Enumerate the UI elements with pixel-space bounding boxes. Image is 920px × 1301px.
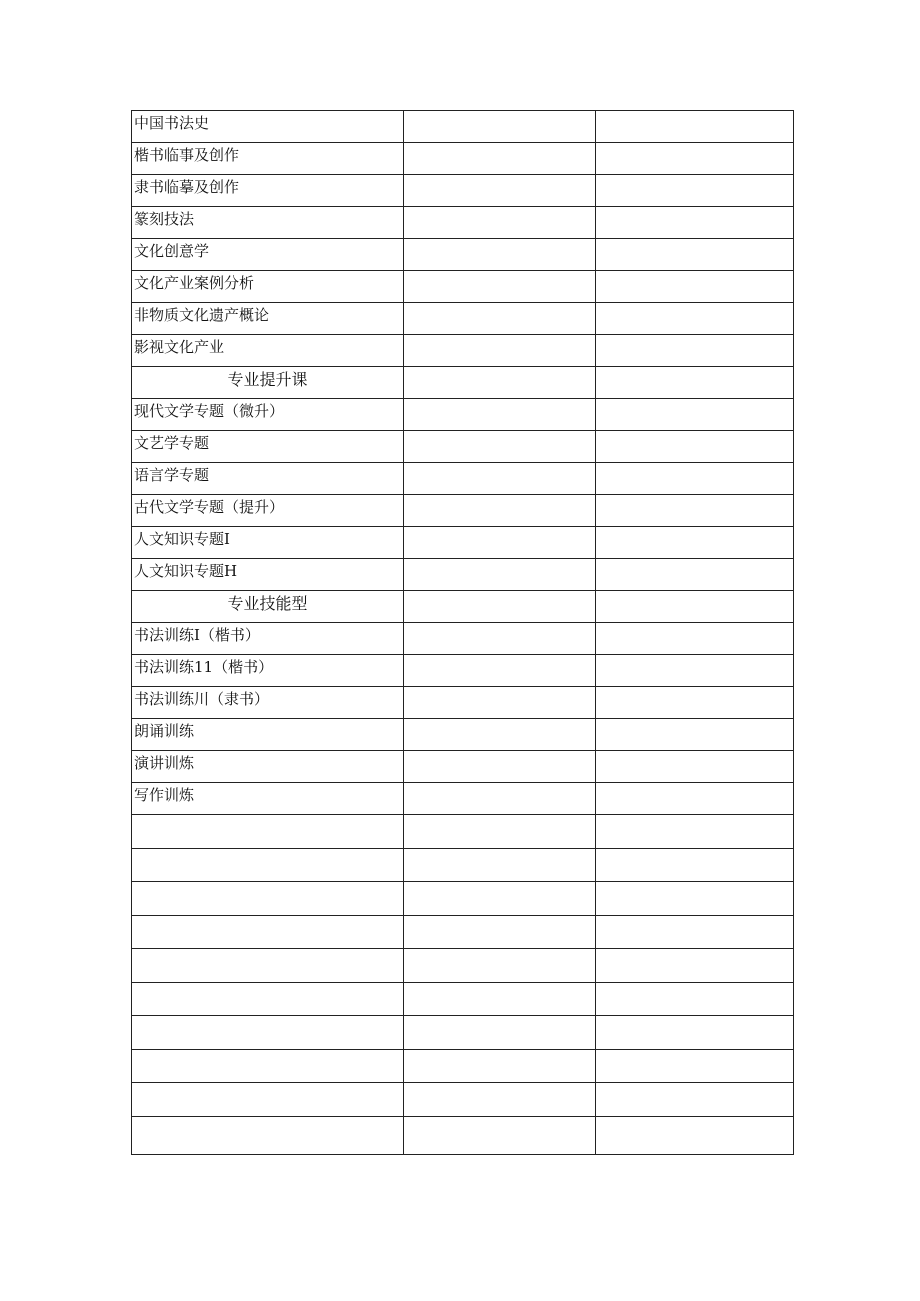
empty-cell (404, 982, 596, 1016)
table-row (132, 207, 794, 239)
course-name-cell: 隶书临摹及创作 (132, 175, 404, 207)
course-name-cell: 古代文学专题（提升） (132, 495, 404, 527)
empty-cell (596, 495, 794, 527)
empty-cell (596, 783, 794, 815)
empty-cell (596, 207, 794, 239)
empty-cell (596, 367, 794, 399)
empty-cell (404, 271, 596, 303)
empty-cell (596, 591, 794, 623)
course-name-cell: 楷书临事及创作 (132, 143, 404, 175)
table-row (132, 431, 794, 463)
empty-cell (132, 1083, 404, 1117)
table-row (132, 143, 794, 175)
course-table (131, 110, 794, 1155)
empty-cell (596, 848, 794, 882)
empty-cell (596, 655, 794, 687)
blank-row (132, 1049, 794, 1083)
course-name-cell: 人文知识专题H (132, 559, 404, 591)
empty-cell (596, 915, 794, 949)
table-row (132, 463, 794, 495)
empty-cell (596, 463, 794, 495)
empty-cell (404, 303, 596, 335)
table-row (132, 399, 794, 431)
empty-cell (404, 335, 596, 367)
empty-cell (596, 815, 794, 849)
course-name-cell: 书法训练11（楷书） (132, 655, 404, 687)
course-name-cell: 人文知识专题I (132, 527, 404, 559)
empty-cell (596, 882, 794, 916)
table-row (132, 271, 794, 303)
section-title: 专业提升课 (132, 367, 404, 399)
empty-cell (404, 783, 596, 815)
course-name-cell: 篆刻技法 (132, 207, 404, 239)
section-header-row (132, 591, 794, 623)
empty-cell (404, 1016, 596, 1050)
empty-cell (596, 623, 794, 655)
empty-cell (404, 367, 596, 399)
empty-cell (132, 949, 404, 983)
table-row (132, 335, 794, 367)
section-title: 专业技能型 (132, 591, 404, 623)
course-name-cell: 语言学专题 (132, 463, 404, 495)
course-name-cell: 非物质文化遗产概论 (132, 303, 404, 335)
table-row (132, 719, 794, 751)
empty-cell (404, 463, 596, 495)
blank-row (132, 1083, 794, 1117)
table-row (132, 111, 794, 143)
empty-cell (596, 527, 794, 559)
empty-cell (404, 1083, 596, 1117)
empty-cell (132, 1116, 404, 1154)
blank-row (132, 848, 794, 882)
empty-cell (404, 207, 596, 239)
course-name-cell: 文化创意学 (132, 239, 404, 271)
empty-cell (596, 687, 794, 719)
course-name-cell: 文艺学专题 (132, 431, 404, 463)
course-name-cell: 影视文化产业 (132, 335, 404, 367)
empty-cell (596, 271, 794, 303)
course-name-cell: 文化产业案例分析 (132, 271, 404, 303)
table-row (132, 655, 794, 687)
course-name-cell: 书法训练I（楷书） (132, 623, 404, 655)
empty-cell (404, 623, 596, 655)
empty-cell (404, 143, 596, 175)
empty-cell (596, 175, 794, 207)
empty-cell (404, 655, 596, 687)
empty-cell (404, 431, 596, 463)
empty-cell (596, 982, 794, 1016)
empty-cell (596, 751, 794, 783)
table-row (132, 495, 794, 527)
table-row (132, 751, 794, 783)
empty-cell (596, 1016, 794, 1050)
course-name-cell: 现代文学专题（微升） (132, 399, 404, 431)
empty-cell (596, 559, 794, 591)
empty-cell (596, 719, 794, 751)
empty-cell (132, 882, 404, 916)
empty-cell (404, 719, 596, 751)
course-name-cell: 演讲训炼 (132, 751, 404, 783)
empty-cell (596, 399, 794, 431)
blank-row (132, 915, 794, 949)
empty-cell (596, 431, 794, 463)
course-name-cell: 书法训练川（隶书） (132, 687, 404, 719)
empty-cell (596, 1116, 794, 1154)
blank-row (132, 1016, 794, 1050)
blank-row (132, 882, 794, 916)
empty-cell (404, 559, 596, 591)
empty-cell (404, 915, 596, 949)
blank-row (132, 949, 794, 983)
empty-cell (404, 815, 596, 849)
empty-cell (404, 495, 596, 527)
empty-cell (596, 335, 794, 367)
empty-cell (132, 982, 404, 1016)
empty-cell (404, 399, 596, 431)
table-row (132, 239, 794, 271)
empty-cell (404, 687, 596, 719)
table-body (132, 111, 794, 1155)
empty-cell (132, 1049, 404, 1083)
empty-cell (132, 848, 404, 882)
section-header-row (132, 367, 794, 399)
empty-cell (404, 175, 596, 207)
empty-cell (596, 239, 794, 271)
course-name-cell: 写作训炼 (132, 783, 404, 815)
empty-cell (596, 1083, 794, 1117)
empty-cell (596, 303, 794, 335)
table-row (132, 303, 794, 335)
blank-row (132, 815, 794, 849)
empty-cell (132, 815, 404, 849)
table-row (132, 783, 794, 815)
table-row (132, 175, 794, 207)
empty-cell (404, 239, 596, 271)
empty-cell (404, 591, 596, 623)
table-row (132, 559, 794, 591)
empty-cell (596, 1049, 794, 1083)
empty-cell (596, 949, 794, 983)
empty-cell (132, 915, 404, 949)
course-name-cell: 中国书法史 (132, 111, 404, 143)
empty-cell (132, 1016, 404, 1050)
empty-cell (404, 1116, 596, 1154)
empty-cell (404, 111, 596, 143)
empty-cell (404, 848, 596, 882)
empty-cell (404, 751, 596, 783)
empty-cell (404, 949, 596, 983)
blank-row (132, 982, 794, 1016)
empty-cell (404, 527, 596, 559)
empty-cell (596, 111, 794, 143)
blank-row (132, 1116, 794, 1154)
empty-cell (404, 1049, 596, 1083)
empty-cell (404, 882, 596, 916)
table-row (132, 527, 794, 559)
table-row (132, 623, 794, 655)
empty-cell (596, 143, 794, 175)
table-row (132, 687, 794, 719)
course-name-cell: 朗诵训练 (132, 719, 404, 751)
